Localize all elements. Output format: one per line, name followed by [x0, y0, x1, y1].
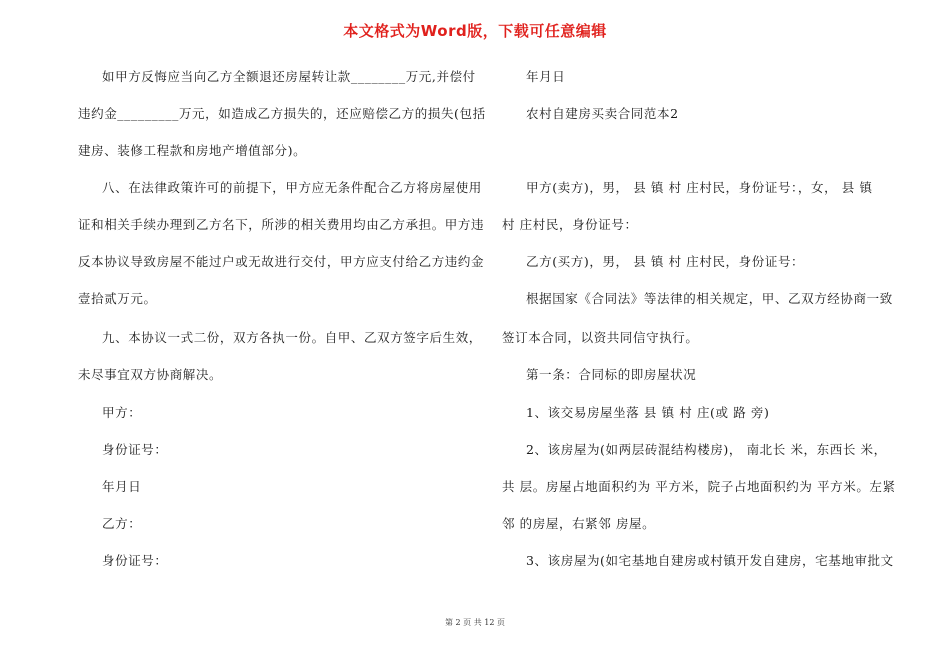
text-line: 建房、装修工程款和房地产增值部分)。 — [78, 143, 307, 158]
date-label: 年月日 — [102, 479, 142, 494]
id-number-label: 身份证号： — [102, 553, 168, 568]
text-line: 1、该交易房屋坐落 县 镇 村 庄(或 路 旁) — [526, 405, 770, 420]
text-line: 签订本合同，以资共同信守执行。 — [502, 330, 699, 345]
date-label: 年月日 — [526, 69, 566, 84]
text-line: 如甲方反悔应当向乙方全额退还房屋转让款________万元,并偿付 — [102, 69, 476, 84]
article-heading: 第一条：合同标的即房屋状况 — [526, 367, 697, 382]
text-line: 反本协议导致房屋不能过户或无故进行交付，甲方应支付给乙方违约金 — [78, 254, 485, 269]
id-number-label: 身份证号： — [102, 442, 168, 457]
text-line: 共 层。房屋占地面积约为 平方米，院子占地面积约为 平方米。左紧 — [502, 479, 896, 494]
text-line: 证和相关手续办理到乙方名下，所涉的相关费用均由乙方承担。甲方违 — [78, 217, 485, 232]
text-line: 村 庄村民，身份证号： — [502, 217, 638, 232]
text-line: 壹拾贰万元。 — [78, 291, 157, 306]
contract-title: 农村自建房买卖合同范本2 — [526, 106, 679, 121]
text-line: 未尽事宜双方协商解决。 — [78, 367, 223, 382]
page-footer: 第 2 页 共 12 页 — [445, 618, 505, 627]
text-line: 3、该房屋为(如宅基地自建房或村镇开发自建房，宅基地审批文 — [526, 553, 894, 568]
text-line: 违约金_________万元，如造成乙方损失的，还应赔偿乙方的损失(包括 — [78, 106, 486, 121]
text-line: 乙方(买方)，男， 县 镇 村 庄村民，身份证号： — [526, 254, 805, 269]
text-line: 根据国家《合同法》等法律的相关规定，甲、乙双方经协商一致 — [526, 291, 893, 306]
text-line: 2、该房屋为(如两层砖混结构楼房)， 南北长 米，东西长 米， — [526, 442, 887, 457]
word-format-banner: 本文格式为Word版，下载可任意编辑 — [343, 22, 607, 40]
text-line: 八、在法律政策许可的前提下，甲方应无条件配合乙方将房屋使用 — [102, 180, 482, 195]
party-a-label: 甲方： — [102, 405, 142, 420]
text-line: 甲方(卖方)，男， 县 镇 村 庄村民，身份证号：，女， 县 镇 — [526, 180, 873, 195]
text-line: 邻 的房屋，右紧邻 房屋。 — [502, 516, 656, 531]
party-b-label: 乙方： — [102, 516, 142, 531]
text-line: 九、本协议一式二份，双方各执一份。自甲、乙双方签字后生效， — [102, 330, 482, 345]
